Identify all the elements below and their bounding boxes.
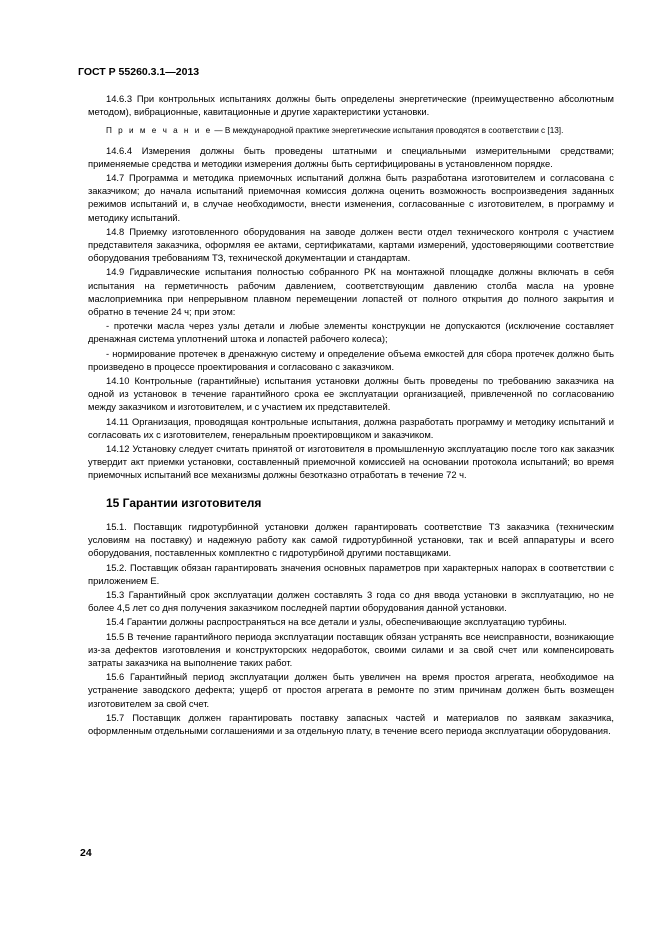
note-text: — В международной практике энергетические испытания проводятся в соответствии с [13]. bbox=[212, 126, 564, 136]
page-number: 24 bbox=[80, 847, 92, 859]
page-body bbox=[88, 92, 614, 738]
list-item-drainage: - нормирование протечек в дренажную систему и определение объема емкостей для сбора протечек должно быть произведено в процессе проектирования и согласовано с заказчиком. bbox=[88, 347, 614, 372]
paragraph-14-11: 14.11 Организация, проводящая контрольные испытания, должна разработать программу и методику испытаний и согласовать их с изготовителем, генеральным проектировщиком и заказчиком. bbox=[88, 415, 614, 440]
section-title: 15 Гарантии изготовителя bbox=[106, 495, 262, 510]
paragraph-15-3: 15.3 Гарантийный срок эксплуатации должен составлять 3 года со дня ввода установки в эксплуатацию, но не более 4,5 лет со дня получения заказчиком последней партии оборудования данной установки. bbox=[88, 588, 614, 614]
list-item-oil-leaks: - протечки масла через узлы детали и любые элементы конструкции не допускаются (исключение составляет дренажная система уплотнений штока и лопастей рабочего колеса); bbox=[88, 320, 614, 345]
note-label: П р и м е ч а н и е bbox=[106, 126, 213, 136]
paragraph-14-8: 14.8 Приемку изготовленного оборудования на заводе должен вести отдел технического контроля с участием представителя заказчика, оформляя ее актами, сертификатами, картами измерений, удостоверяющими соответствие оборудования требованиям ТЗ, технической документации и стандартам. bbox=[88, 225, 614, 264]
paragraph-15-5: 15.5 В течение гарантийного периода эксплуатации поставщик обязан устранять все неисправности, возникающие из-за дефектов изготовления и конструкторских недоработок, своими силами и за свой счет или компенсировать затраты заказчика на выполнение таких работ. bbox=[88, 630, 614, 668]
paragraph-15-2: 15.2. Поставщик обязан гарантировать значения основных параметров при характерных напорах в соответствии с приложением Е. bbox=[88, 561, 614, 586]
paragraph-14-6-4: 14.6.4 Измерения должны быть проведены штатными и специальными измерительными средствами; применяемые средства и методики измерения должны быть сертифицированы в установленном порядке. bbox=[88, 144, 614, 169]
paragraph-14-10: 14.10 Контрольные (гарантийные) испытания установки должны быть проведены по требованию заказчика на одной из установок в течение гарантийного срока ее эксплуатации организацией, привлеченной по согласованию между заказчиком и изготовителем, и с участием их представителей. bbox=[88, 375, 614, 413]
paragraph-15-4: 15.4 Гарантии должны распространяться на все детали и узлы, обеспечивающие эксплуатацию турбины. bbox=[106, 616, 567, 628]
note bbox=[88, 124, 614, 137]
paragraph-14-12: 14.12 Установку следует считать принятой от изготовителя в промышленную эксплуатацию после того как заказчик утвердит акт приемки установки, составленный приемочной комиссией на основании протокола испытаний; во время приемочных испытаний все механизмы должны безотказно отработать в течение 72 ч. bbox=[88, 443, 614, 481]
document-header: ГОСТ Р 55260.3.1—2013 bbox=[78, 66, 200, 78]
paragraph-15-6: 15.6 Гарантийный период эксплуатации должен быть увеличен на время простоя агрегата, необходимое на устранение заводского дефекта; ущерб от простоя агрегата в ремонте по этим причинам должен быть возмещен изготовителем за свой счет. bbox=[88, 671, 614, 709]
paragraph-14-6-3: 14.6.3 При контрольных испытаниях должны быть определены энергетические (преимущественно абсолютным методом), вибрационные, кавитационные и другие характеристики установки. bbox=[88, 93, 614, 118]
paragraph-14-9: 14.9 Гидравлические испытания полностью собранного РК на монтажной площадке должны включать в себя испытания на герметичность рабочим давлением, соответствующим давлению столба масла на уровне маслоприемника при непрерывном плавном перемещении лопастей от полного открытия до полного закрытия и обратно в течение 24 ч; при этом: bbox=[88, 266, 614, 318]
paragraph-15-1: 15.1. Поставщик гидротурбинной установки должен гарантировать соответствие ТЗ заказчика (техническим условиям на поставку) и надежную работу как самой гидротурбинной установки, так и всей аппаратуры и всего оборудования, поставленных комплектно с гидротурбиной другими поставщиками. bbox=[88, 520, 614, 559]
paragraph-15-7: 15.7 Поставщик должен гарантировать поставку запасных частей и материалов по заявкам заказчика, оформленным отдельными соглашениями и за отдельную плату, в течение всего периода эксплуатации оборудования. bbox=[88, 711, 614, 736]
paragraph-14-7: 14.7 Программа и методика приемочных испытаний должна быть разработана изготовителем и согласована с заказчиком; до начала испытаний приемочная комиссия должна оценить возможность воспроизведения заданных режимов испытаний и, в случае необходимости, внести изменения, согласованные с изготовителем, в программу и методику испытаний. bbox=[88, 172, 614, 223]
